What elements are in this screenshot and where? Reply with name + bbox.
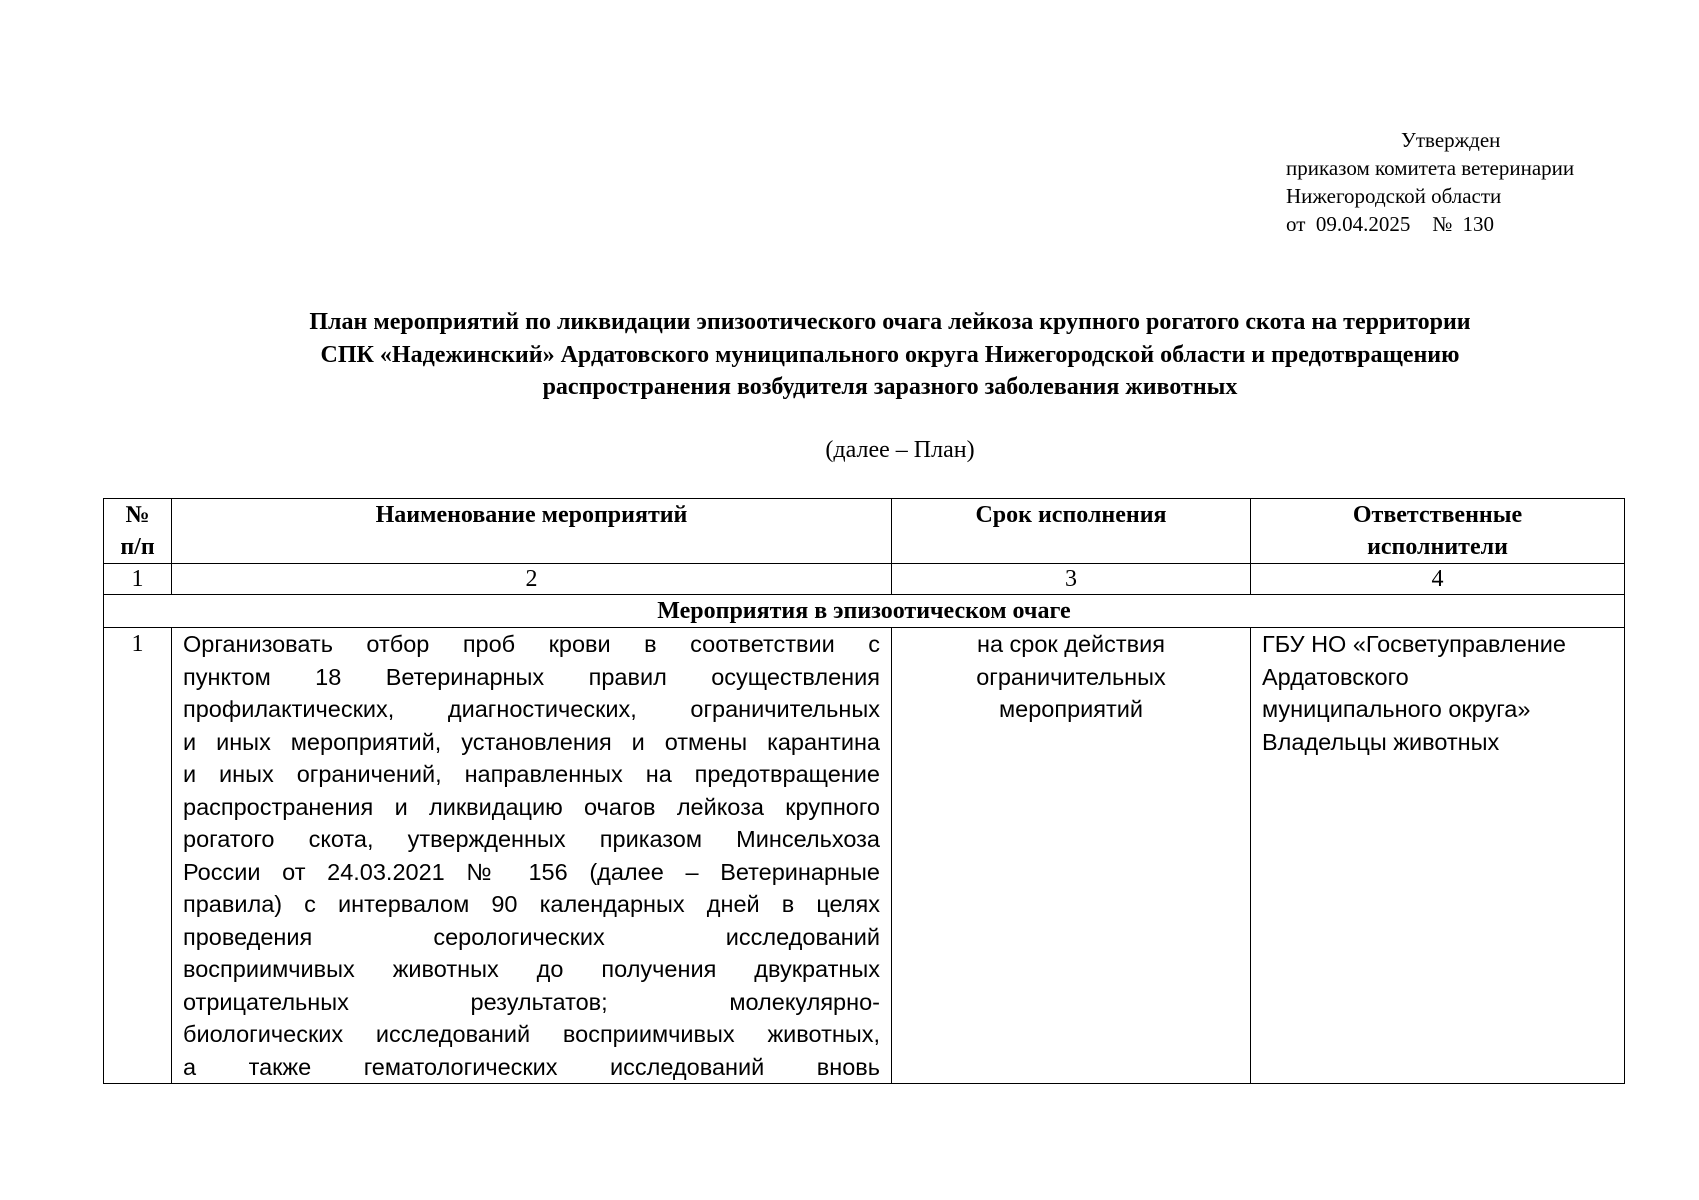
row-measure-text: [172, 628, 892, 1084]
approval-date: 09.04.2025: [1315, 212, 1411, 236]
header-responsible: [1251, 499, 1625, 564]
measure-text-line: рогатого скота, утвержденных приказом Минсельхоза: [183, 826, 880, 852]
document-title: [120, 306, 1660, 404]
column-number: 2: [172, 564, 892, 595]
approval-number: 130: [1462, 212, 1494, 236]
measure-text-line: отрицательных результатов; молекулярно-: [183, 988, 880, 1015]
header-term: Срок исполнения: [892, 499, 1251, 564]
column-number: 1: [104, 564, 172, 595]
measure-text-line: пунктом 18 Ветеринарных правил осуществления: [183, 663, 880, 690]
measure-text-line: правила) с интервалом 90 календарных дней в целях: [183, 891, 880, 917]
header-responsible-line: Ответственные: [1352, 502, 1523, 528]
row-responsible: [1251, 628, 1625, 1084]
title-line: СПК «Надежинский» Ардатовского муниципального округа Нижегородской области и предотвращению: [320, 341, 1460, 368]
column-number: 4: [1251, 564, 1625, 595]
measure-text-line: биологических исследований восприимчивых животных,: [183, 1021, 880, 1047]
approval-line-date: [1286, 210, 1574, 238]
header-number-pp: п/п: [120, 534, 155, 560]
responsible-line: муниципального округа»: [1262, 696, 1531, 722]
column-number: 3: [892, 564, 1251, 595]
approval-number-sign: №: [1432, 212, 1453, 236]
measure-text-line: восприимчивых животных до получения двукратных: [183, 956, 880, 982]
document-subtitle: (далее – План): [825, 437, 975, 463]
approval-date-prefix: от: [1286, 212, 1306, 236]
table-row: [104, 628, 1625, 1084]
approval-line-approved: Утвержден: [1401, 128, 1501, 152]
section-title: Мероприятия в эпизоотическом очаге: [104, 595, 1625, 628]
measure-text-line: а также гематологических исследований вновь: [183, 1053, 880, 1080]
term-line: мероприятий: [998, 696, 1144, 722]
responsible-line: Ардатовского: [1262, 663, 1409, 690]
responsible-line: ГБУ НО «Госветуправление: [1262, 631, 1566, 657]
measure-text-line: профилактических, диагностических, ограничительных: [183, 696, 880, 722]
header-name: Наименование мероприятий: [172, 499, 892, 564]
measure-text-line: и иных ограничений, направленных на предотвращение: [183, 761, 880, 787]
header-number-sign: №: [125, 502, 150, 528]
responsible-line: Владельцы животных: [1262, 728, 1500, 755]
row-number: 1: [104, 628, 172, 1084]
header-responsible-line: исполнители: [1367, 534, 1508, 560]
row-term: [892, 628, 1251, 1084]
column-number-row: [104, 564, 1625, 595]
approval-line-order: приказом комитета ветеринарии: [1286, 156, 1575, 180]
measure-text-line: распространения и ликвидацию очагов лейкоза крупного: [183, 793, 880, 820]
title-line: План мероприятий по ликвидации эпизоотического очага лейкоза крупного рогатого скота на территории: [309, 309, 1471, 335]
plan-table: [103, 498, 1625, 1084]
approval-line-region: Нижегородской области: [1286, 184, 1502, 208]
table-header-row: [104, 499, 1625, 564]
section-row: [104, 595, 1625, 628]
title-line: распространения возбудителя заразного заболевания животных: [542, 374, 1238, 400]
measure-text-line: проведения серологических исследований: [183, 923, 880, 950]
header-number: [104, 499, 172, 564]
measure-text-line: и иных мероприятий, установления и отмены карантина: [183, 728, 880, 755]
approval-block: [1286, 126, 1574, 238]
measure-text-line: Организовать отбор проб крови в соответствии с: [183, 631, 880, 657]
measure-text-line: России от 24.03.2021 № 156 (далее – Ветеринарные: [183, 858, 880, 885]
term-line: ограничительных: [976, 663, 1166, 690]
term-line: на срок действия: [976, 631, 1166, 657]
